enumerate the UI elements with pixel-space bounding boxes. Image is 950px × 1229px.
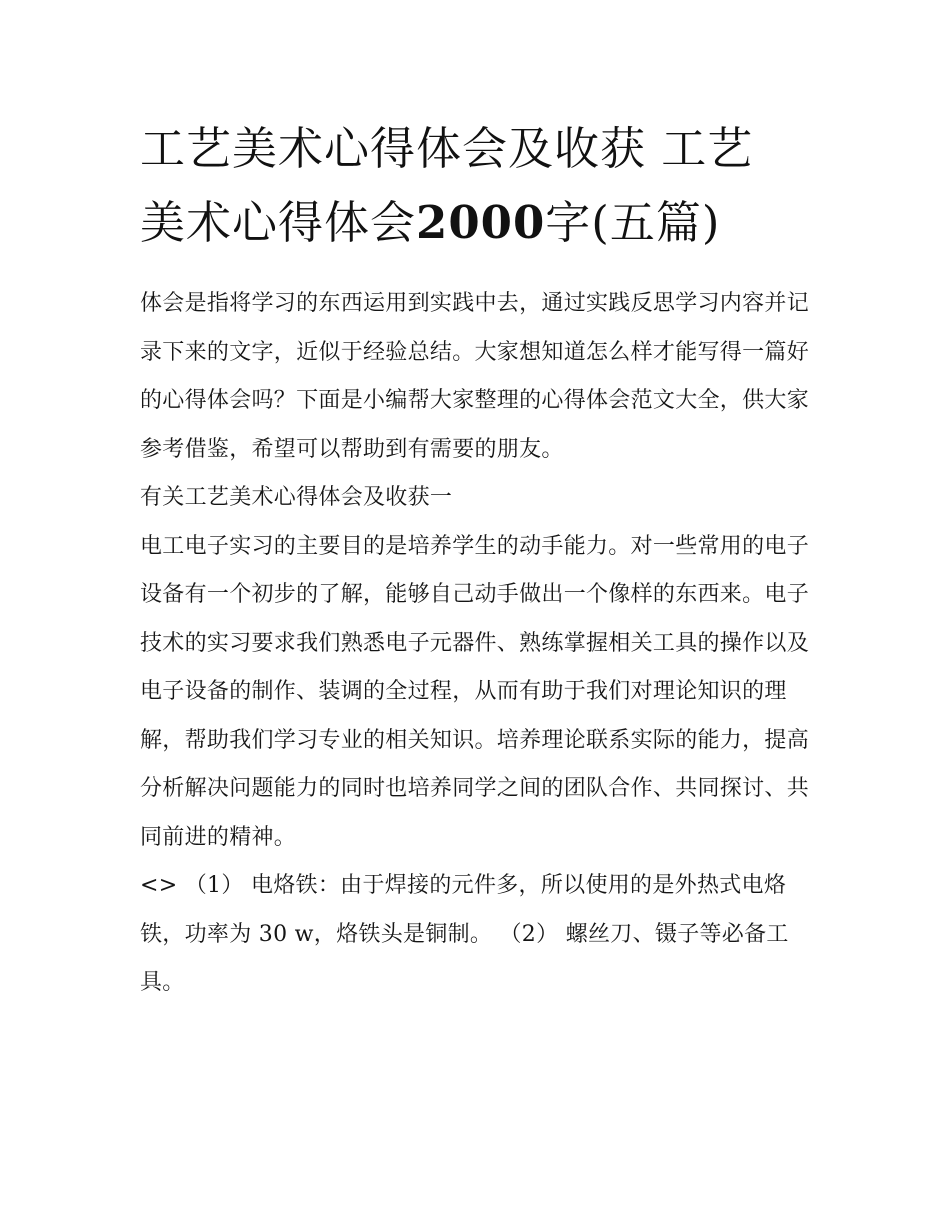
- title-line-2-prefix: 美术心得体会: [140, 196, 417, 249]
- title-line-2-number: 2000: [416, 196, 546, 249]
- document-body: [140, 280, 820, 1008]
- intro-paragraph: 体会是指将学习的东西运用到实践中去，通过实践反思学习内容并记录下来的文字，近似于经验总结。大家想知道怎么样才能写得一篇好的心得体会吗？下面是小编帮大家整理的心得体会范文大全，供大家参考借鉴，希望可以帮助到有需要的朋友。: [140, 291, 810, 462]
- title-line-2-suffix: 字(五篇): [545, 196, 721, 249]
- section-heading: 有关工艺美术心得体会及收获一: [140, 485, 453, 510]
- title-line-1: 工艺美术心得体会及收获 工艺: [140, 122, 754, 175]
- tools-paragraph: <> （1） 电烙铁：由于焊接的元件多，所以使用的是外热式电烙铁，功率为 30 w，烙铁头是铜制。 （2） 螺丝刀、镊子等必备工具。: [140, 873, 789, 995]
- document-page: [140, 112, 820, 1008]
- document-title: [140, 112, 820, 260]
- body-paragraph: 电工电子实习的主要目的是培养学生的动手能力。对一些常用的电子设备有一个初步的了解，能够自己动手做出一个像样的东西来。电子技术的实习要求我们熟悉电子元器件、熟练掌握相关工具的操作以及电子设备的制作、装调的全过程，从而有助于我们对理论知识的理解，帮助我们学习专业的相关知识。培养理论联系实际的能力，提高分析解决问题能力的同时也培养同学之间的团队合作、共同探讨、共同前进的精神。: [140, 533, 810, 850]
